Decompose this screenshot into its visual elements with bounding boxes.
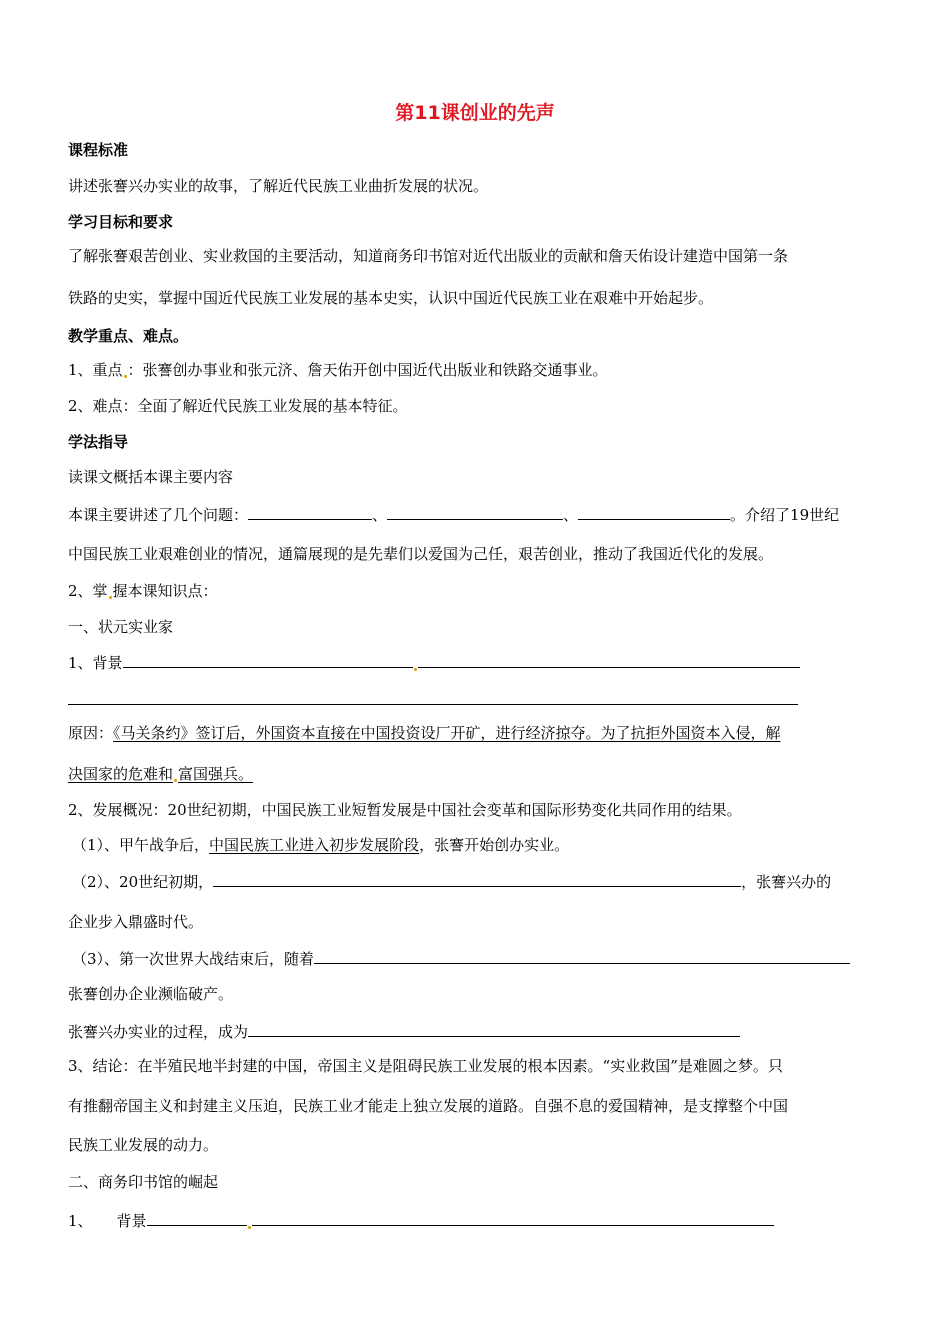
standard-text: 讲述张謇兴办实业的故事，了解近代民族工业曲折发展的状况。 <box>68 177 489 195</box>
development-item-1 <box>72 835 569 855</box>
method-heading: 学法指导 <box>68 433 129 451</box>
part1-heading: 一、状元实业家 <box>68 618 174 636</box>
blank-field[interactable] <box>578 504 730 520</box>
blank-field[interactable] <box>248 1021 740 1037</box>
key-point <box>68 360 608 380</box>
blank-field[interactable] <box>123 652 413 668</box>
blank-field[interactable] <box>147 1210 247 1226</box>
development-item-3-cont: 张謇创办企业濒临破产。 <box>68 985 234 1003</box>
difficulty-point: 2、难点：全面了解近代民族工业发展的基本特征。 <box>68 397 408 415</box>
background-label: 1、背景 <box>68 654 123 672</box>
reason-label: 原因： <box>68 724 114 742</box>
blank-field[interactable] <box>248 504 372 520</box>
development-item-2-cont: 企业步入鼎盛时代。 <box>68 913 204 931</box>
development-item-text: ，张謇开始创办实业。 <box>419 836 570 854</box>
answer-line[interactable] <box>68 704 798 705</box>
blank-field[interactable] <box>213 871 741 887</box>
mark-dot <box>174 779 177 782</box>
key-point-label: 1、重点 <box>68 361 123 379</box>
summary-separator: 、 <box>563 506 579 524</box>
summary-separator: 、 <box>372 506 388 524</box>
master-points-a: 2、掌 <box>68 582 108 600</box>
goals-text-line2: 铁路的史实，掌握中国近代民族工业发展的基本史实，认识中国近代民族工业在艰难中开始起步。 <box>68 289 714 307</box>
blank-field[interactable] <box>252 1210 774 1226</box>
reason-text: 决国家的危难和 <box>68 765 174 783</box>
conclusion-line1: 3、结论：在半殖民地半封建的中国，帝国主义是阻碍民族工业发展的根本因素。“实业救国”是难圆之梦。只 <box>68 1057 783 1075</box>
reason-line1 <box>68 723 781 743</box>
process-line <box>68 1021 740 1042</box>
method-intro: 读课文概括本课主要内容 <box>68 468 234 486</box>
development-item-3 <box>72 948 850 969</box>
process-text: 张謇兴办实业的过程，成为 <box>68 1023 249 1041</box>
blank-field[interactable] <box>418 652 800 668</box>
master-points-b: 握本课知识点： <box>112 582 218 600</box>
part2-heading: 二、商务印书馆的崛起 <box>68 1173 219 1191</box>
mark-dot <box>109 596 112 599</box>
mark-dot <box>124 375 127 378</box>
reason-text: 富国强兵。 <box>178 765 254 783</box>
blank-field[interactable] <box>387 504 563 520</box>
background-1 <box>68 652 800 673</box>
standard-heading: 课程标准 <box>68 141 129 159</box>
key-heading: 教学重点、难点。 <box>68 327 189 345</box>
development-item-text: （1）、甲午战争后， <box>72 836 210 854</box>
development-item-text: （3）、第一次世界大战结束后，随着 <box>72 950 315 968</box>
conclusion-line2: 有推翻帝国主义和封建主义压迫，民族工业才能走上独立发展的道路。自强不息的爱国精神，是支撑整个中国 <box>68 1097 789 1115</box>
conclusion-line3: 民族工业发展的动力。 <box>68 1136 219 1154</box>
goals-heading: 学习目标和要求 <box>68 213 174 231</box>
summary-continuation: 中国民族工业艰难创业的情况，通篇展现的是先辈们以爱国为己任，艰苦创业，推动了我国近代化的发展。 <box>68 545 774 563</box>
development-item-text: ，张謇兴办的 <box>741 873 832 891</box>
page-title: 第11课创业的先声 <box>395 102 555 124</box>
background-label: 背景 <box>116 1212 147 1230</box>
reason-text: 《马关条约》签订后，外国资本直接在中国投资设厂开矿，进行经济掠夺。为了抗拒外国资本入侵，解 <box>113 724 781 742</box>
blank-field[interactable] <box>314 948 850 964</box>
mark-dot <box>414 668 417 671</box>
development-item-underlined: 中国民族工业进入初步发展阶段 <box>209 836 420 854</box>
summary-end: 。介绍了19世纪 <box>730 506 840 524</box>
mark-dot <box>248 1226 251 1229</box>
development-item-2 <box>72 871 831 892</box>
master-points <box>68 581 218 601</box>
development-item-text: （2）、20世纪初期， <box>72 873 214 891</box>
background-number: 1、 <box>68 1212 93 1230</box>
summary-line <box>68 504 839 525</box>
summary-intro: 本课主要讲述了几个问题： <box>68 506 249 524</box>
background-2 <box>68 1210 774 1231</box>
reason-line2 <box>68 764 253 784</box>
goals-text-line1: 了解张謇艰苦创业、实业救国的主要活动，知道商务印书馆对近代出版业的贡献和詹天佑设计建造中国第一条 <box>68 247 789 265</box>
key-point-text: ：张謇创办事业和张元济、詹天佑开创中国近代出版业和铁路交通事业。 <box>127 361 608 379</box>
development-overview: 2、发展概况：20世纪初期，中国民族工业短暂发展是中国社会变革和国际形势变化共同作用的结果。 <box>68 801 742 819</box>
